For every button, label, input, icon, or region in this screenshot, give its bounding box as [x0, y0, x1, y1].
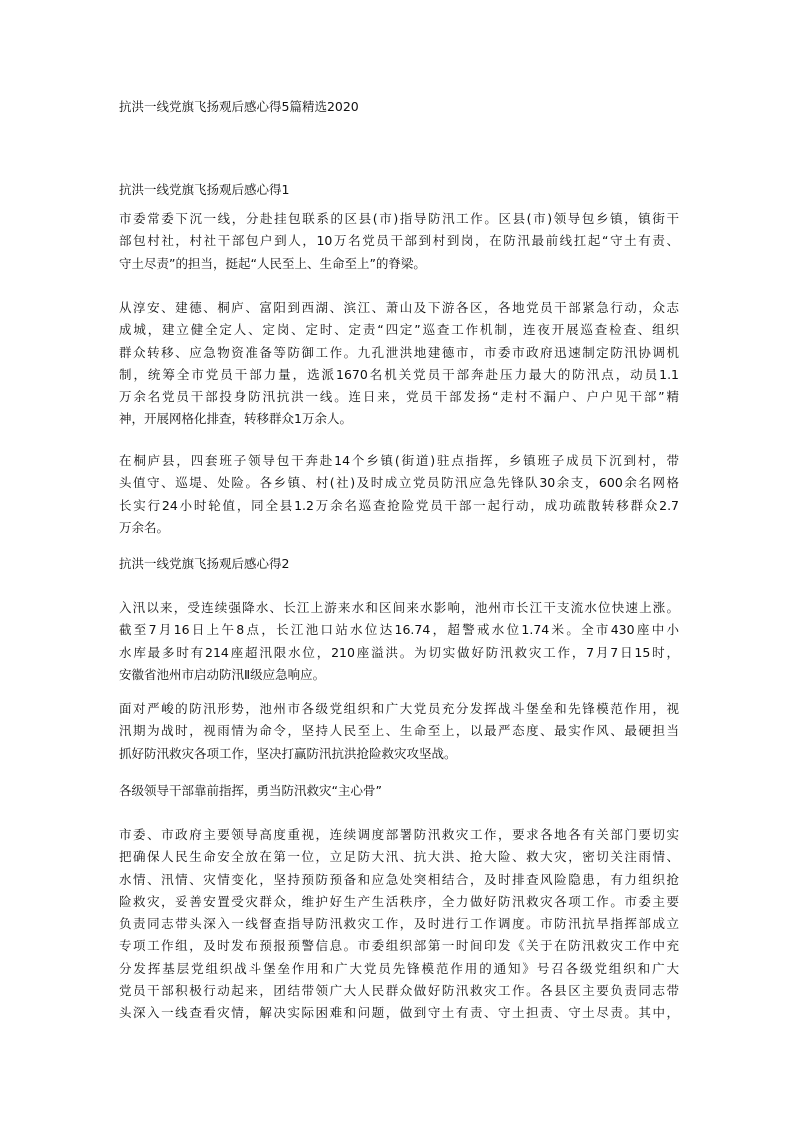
text-line: 负责同志带头深入一线督查指导防汛救灾工作，及时进行工作调度。市防汛抗旱指挥部成立 [119, 916, 679, 932]
text-line: 抓好防汛救灾各项工作，坚决打赢防汛抗洪抢险救灾攻坚战。 [119, 745, 457, 761]
paragraph-1-3 [119, 450, 679, 539]
text-line: 安徽省池州市启动防汛Ⅱ级应急响应。 [119, 666, 326, 682]
text-line: 守土尽责”的担当，挺起“人民至上、生命至上”的脊梁。 [119, 255, 426, 271]
text-line: 长实行24小时轮值，同全县1.2万余名巡查抢险党员干部一起行动，成功疏散转移群众2.7 [119, 497, 679, 513]
text-line: 部包村社，村社干部包户到人，10万名党员干部到村到岗，在防汛最前线扛起“守土有责、 [119, 233, 679, 249]
text-line: 党员干部积极行动起来，团结带领广大人民群众做好防汛救灾工作。各县区主要负责同志带 [119, 983, 679, 999]
text-line: 万余名。 [119, 519, 170, 535]
paragraph-2-1 [119, 597, 679, 686]
text-line: 险救灾，妥善安置受灾群众，维护好生产生活秩序，全力做好防汛救灾各项工作。市委主要 [119, 893, 679, 909]
text-line: 分发挥基层党组织战斗堡垒作用和广大党员先锋模范作用的通知》号召各级党组织和广大 [119, 960, 679, 976]
text-line: 入汛以来，受连续强降水、长江上游来水和区间来水影响，池州市长江干支流水位快速上涨。 [119, 600, 679, 615]
section-heading-2: 抗洪一线党旗飞扬观后感心得2 [119, 556, 290, 571]
text-line: 成城，建立健全定人、定岗、定时、定责“四定”巡查工作机制，连夜开展巡查检查、组织 [119, 322, 679, 338]
paragraph-1-2 [119, 297, 679, 431]
text-line: 水库最多时有214座超汛限水位，210座溢洪。为切实做好防汛救灾工作，7月7日15时， [119, 644, 679, 660]
paragraph-3-1 [119, 824, 679, 1025]
section-heading-3: 各级领导干部靠前指挥，勇当防汛救灾“主心骨” [119, 783, 382, 798]
text-line: 头值守、巡堤、处险。各乡镇、村(社)及时成立党员防汛应急先锋队30余支，600余名网格 [119, 475, 679, 491]
section-heading-1: 抗洪一线党旗飞扬观后感心得1 [119, 182, 290, 197]
text-line: 头深入一线查看灾情，解决实际困难和问题，做到守土有责、守土担责、守土尽责。其中， [119, 1005, 679, 1021]
paragraph-1-1 [119, 208, 679, 275]
text-line: 把确保人民生命安全放在第一位，立足防大汛、抗大洪、抢大险、救大灾，密切关注雨情、 [119, 849, 679, 865]
text-line: 制，统筹全市党员干部力量，选派1670名机关党员干部奔赴压力最大的防汛点，动员1.1 [119, 366, 679, 382]
text-line: 水情、汛情、灾情变化，坚持预防预备和应急处突相结合，及时排查风险隐患，有力组织抢 [119, 871, 679, 887]
text-line: 截至7月16日上午8点，长江池口站水位达16.74，超警戒水位1.74米。全市430座中小 [119, 622, 679, 638]
text-line: 面对严峻的防汛形势，池州市各级党组织和广大党员充分发挥战斗堡垒和先锋模范作用，视 [119, 701, 679, 716]
text-line: 群众转移、应急物资准备等防御工作。九孔泄洪地建德市，市委市政府迅速制定防汛协调机 [119, 344, 679, 360]
text-line: 汛期为战时，视雨情为命令，坚持人民至上、生命至上，以最严态度、最实作风、最硬担当 [119, 723, 679, 739]
text-line: 专项工作组，及时发布预报预警信息。市委组织部第一时间印发《关于在防汛救灾工作中充 [119, 938, 679, 954]
text-line: 从淳安、建德、桐庐、富阳到西湖、滨江、萧山及下游各区，各地党员干部紧急行动，众志 [119, 300, 679, 315]
text-line: 市委常委下沉一线，分赴挂包联系的区县(市)指导防汛工作。区县(市)领导包乡镇，镇街干 [119, 211, 679, 226]
text-line: 在桐庐县，四套班子领导包干奔赴14个乡镇(街道)驻点指挥，乡镇班子成员下沉到村，带 [119, 453, 679, 468]
document-title: 抗洪一线党旗飞扬观后感心得5篇精选2020 [119, 99, 359, 114]
text-line: 神，开展网格化排查，转移群众1万余人。 [119, 411, 352, 427]
text-line: 市委、市政府主要领导高度重视，连续调度部署防汛救灾工作，要求各地各有关部门要切实 [119, 827, 679, 842]
paragraph-2-2 [119, 698, 679, 765]
text-line: 万余名党员干部投身防汛抗洪一线。连日来，党员干部发扬“走村不漏户、户户见干部”精 [119, 389, 679, 405]
